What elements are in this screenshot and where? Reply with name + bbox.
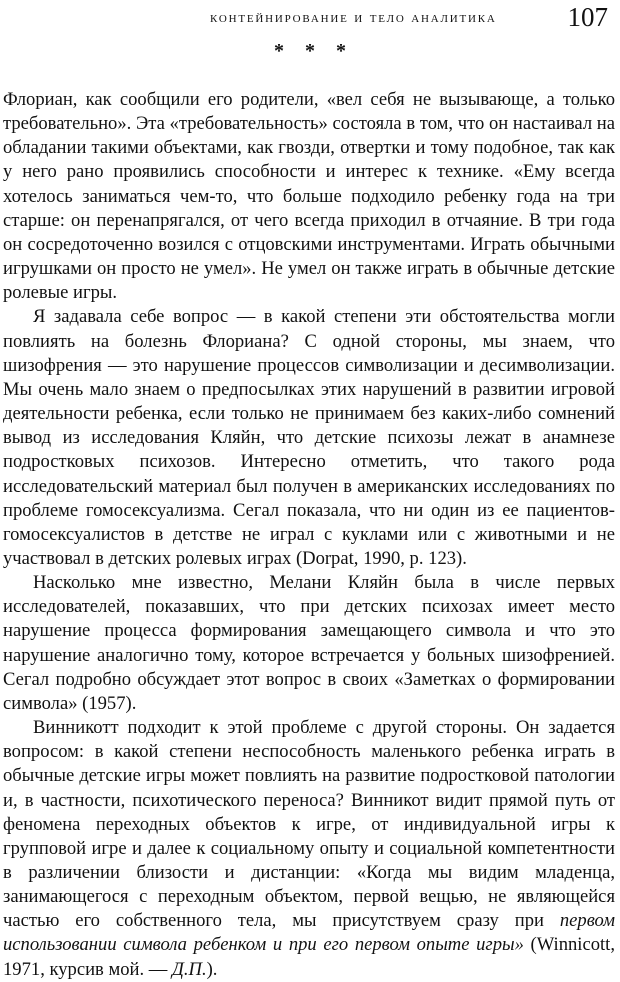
paragraph: Насколько мне известно, Мелани Кляйн была в числе первых исследователей, показавших, что при детских психозах имеет место нарушение процесса формирования замещающего символа и что это нарушение аналогично тому, которое встречается у больных шизофренией. Сегал подробно обсуждает этот вопрос в своих «Заметках о формировании символа» (1957). bbox=[3, 572, 615, 714]
paragraph-text: Винникотт подходит к этой проблеме с другой стороны. Он задается вопросом: в какой степени неспособность маленького ребенка играть в обычные детские игры может повлиять на развитие подростковой патологии и, в частности, психотического переноса? Винникот видит прямой путь от феномена переходных объектов к игре, от индивидуальной игры к групповой игре и далее к социальному опыту и социальной компетентности в различении близости и дистанции: «Когда мы видим младенца, занимающегося с переходным объектом, первой вещью, не являющейся частью его собственного тела, мы присутствуем сразу при bbox=[3, 717, 615, 932]
paragraph: Я задавала себе вопрос — в какой степени эти обстоятельства могли повлиять на болезнь Флориана? С одной стороны, мы знаем, что шизофрения — это нарушение процессов символизации и десимволизации. Мы очень мало знаем о предпосылках этих нарушений в развитии игровой деятельности ребенка, если только не принимаем без каких-либо сомнений вывод из исследования Кляйн, что детские психозы лежат в анамнезе подростковых психозов. Интересно отметить, что такого рода исследовательский материал был получен в американских исследованиях по проблеме гомосексуализма. Сегал показала, что ни один из ее пациентов-гомосексуалистов в детстве не играл с куклами или с животными и не участвовал в детских ролевых играх (Dorpat, 1990, p. 123). bbox=[3, 306, 615, 569]
citation-end: ). bbox=[206, 958, 218, 980]
citation-author: Д.П. bbox=[172, 958, 207, 980]
section-separator: * * * bbox=[274, 40, 354, 62]
body-text bbox=[3, 88, 615, 982]
paragraph-with-quote bbox=[3, 716, 615, 982]
running-head bbox=[0, 2, 620, 32]
page-number: 107 bbox=[567, 2, 608, 32]
italic-quote: первом использовании символа ребенком и при его первом опыте игры» bbox=[3, 910, 616, 956]
citation: (Winnicott, 1971, курсив мой. — bbox=[3, 934, 616, 980]
paragraph: Флориан, как сообщили его родители, «вел себя не вызывающе, а только требовательно». Эта «требовательность» состояла в том, что он настаивал на обладании такими объектами, как гвозди, отвертки и тому подобное, так как у него рано проявились способности и интерес к технике. «Ему всегда хотелось заниматься чем-то, что больше подходило ребенку года на три старше: он перенапрягался, от чего всегда приходил в отчаяние. В три года он сосредоточенно возился с отцовскими инструментами. Играть обычными игрушками он просто не умел». Не умел он также играть в обычные детские ролевые игры. bbox=[3, 89, 615, 304]
running-title: контейнирование и тело аналитика bbox=[210, 9, 497, 26]
